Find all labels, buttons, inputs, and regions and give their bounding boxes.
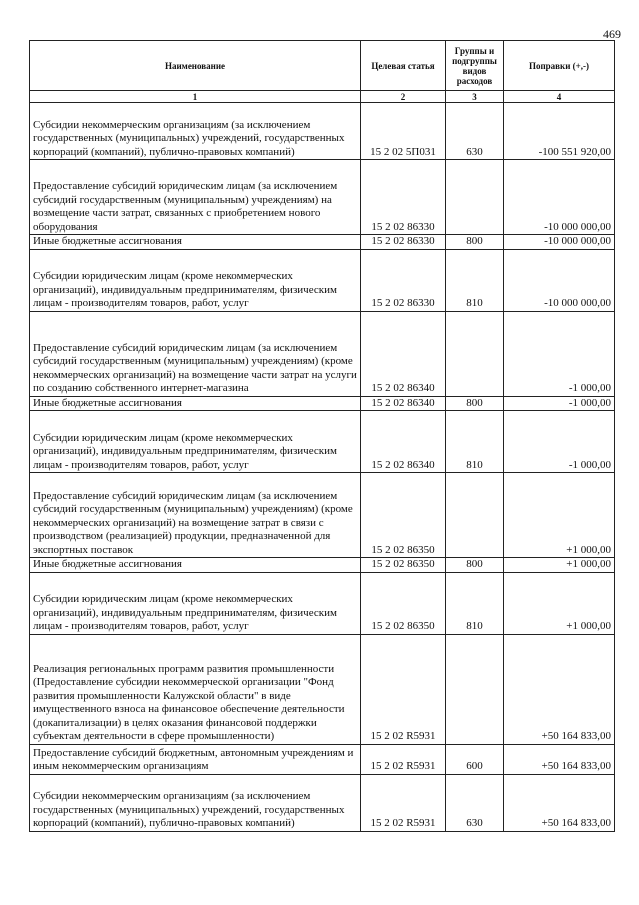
row-name: Субсидии некоммерческим организациям (за исключением государственных (муниципальных) учреждений, государственных корпораций (компаний), публично-правовых компаний) xyxy=(30,103,361,160)
row-group: 800 xyxy=(446,396,504,411)
table-row xyxy=(30,235,615,250)
row-amount: -10 000 000,00 xyxy=(504,249,615,311)
row-code: 15 2 02 86340 xyxy=(361,411,446,473)
row-name: Предоставление субсидий бюджетным, автономным учреждениям и иным некоммерческим организациям xyxy=(30,744,361,774)
row-amount: +1 000,00 xyxy=(504,558,615,573)
row-amount: +1 000,00 xyxy=(504,572,615,634)
row-code: 15 2 02 86350 xyxy=(361,558,446,573)
table-row xyxy=(30,103,615,160)
column-number-row xyxy=(30,91,615,103)
row-code: 15 2 02 86350 xyxy=(361,473,446,558)
row-group xyxy=(446,311,504,396)
table-row xyxy=(30,160,615,235)
row-amount: +50 164 833,00 xyxy=(504,774,615,831)
row-group: 810 xyxy=(446,249,504,311)
row-name: Иные бюджетные ассигнования xyxy=(30,558,361,573)
row-name: Иные бюджетные ассигнования xyxy=(30,235,361,250)
table-row xyxy=(30,473,615,558)
table-row xyxy=(30,572,615,634)
row-amount: -1 000,00 xyxy=(504,411,615,473)
row-group xyxy=(446,634,504,744)
header-amount: Поправки (+,-) xyxy=(504,41,615,91)
row-group: 810 xyxy=(446,411,504,473)
row-group: 800 xyxy=(446,235,504,250)
column-number: 3 xyxy=(446,91,504,103)
table-row xyxy=(30,558,615,573)
header-name: Наименование xyxy=(30,41,361,91)
row-name: Предоставление субсидий юридическим лицам (за исключением субсидий государственным (муниципальным) учреждениям) (кроме некоммерческих организаций) на возмещение затрат в связи с производством (реализацией) продукции, предназначенной для экспортных поставок xyxy=(30,473,361,558)
table-row xyxy=(30,774,615,831)
row-group: 800 xyxy=(446,558,504,573)
column-number: 1 xyxy=(30,91,361,103)
row-code: 15 2 02 R5931 xyxy=(361,634,446,744)
row-code: 15 2 02 R5931 xyxy=(361,774,446,831)
amendments-table xyxy=(29,40,615,832)
column-number: 4 xyxy=(504,91,615,103)
row-amount: -10 000 000,00 xyxy=(504,160,615,235)
header-code: Целевая статья xyxy=(361,41,446,91)
header-row xyxy=(30,41,615,91)
table-row xyxy=(30,249,615,311)
table-row xyxy=(30,411,615,473)
row-code: 15 2 02 86340 xyxy=(361,311,446,396)
row-group: 630 xyxy=(446,774,504,831)
row-name: Предоставление субсидий юридическим лицам (за исключением субсидий государственным (муниципальным) учреждениям) (кроме некоммерческих организаций) на возмещение части затрат на услуги по созданию собственного интернет-магазина xyxy=(30,311,361,396)
table-row xyxy=(30,634,615,744)
row-group xyxy=(446,473,504,558)
row-code: 15 2 02 86330 xyxy=(361,249,446,311)
row-name: Реализация региональных программ развития промышленности (Предоставление субсидии некоммерческой организации "Фонд развития промышленности Калужской области" в виде имущественного взноса на финансовое обеспечение деятельности (докапитализации) в целях оказания финансовой поддержки субъектам деятельности в сфере промышленности) xyxy=(30,634,361,744)
row-group: 630 xyxy=(446,103,504,160)
row-code: 15 2 02 86330 xyxy=(361,235,446,250)
row-code: 15 2 02 86330 xyxy=(361,160,446,235)
row-amount: -1 000,00 xyxy=(504,311,615,396)
row-code: 15 2 02 5П031 xyxy=(361,103,446,160)
row-code: 15 2 02 86340 xyxy=(361,396,446,411)
row-amount: -1 000,00 xyxy=(504,396,615,411)
row-name: Субсидии некоммерческим организациям (за исключением государственных (муниципальных) учреждений, государственных корпораций (компаний), публично-правовых компаний) xyxy=(30,774,361,831)
page-number: 469 xyxy=(603,27,621,41)
row-amount: -10 000 000,00 xyxy=(504,235,615,250)
table-row xyxy=(30,311,615,396)
row-name: Субсидии юридическим лицам (кроме некоммерческих организаций), индивидуальным предпринимателям, физическим лицам - производителям товаров, работ, услуг xyxy=(30,411,361,473)
row-name: Иные бюджетные ассигнования xyxy=(30,396,361,411)
row-name: Предоставление субсидий юридическим лицам (за исключением субсидий государственным (муниципальным) учреждениям) на возмещение части затрат, связанных с приобретением нового оборудования xyxy=(30,160,361,235)
row-amount: +1 000,00 xyxy=(504,473,615,558)
column-number: 2 xyxy=(361,91,446,103)
row-group xyxy=(446,160,504,235)
row-name: Субсидии юридическим лицам (кроме некоммерческих организаций), индивидуальным предпринимателям, физическим лицам - производителям товаров, работ, услуг xyxy=(30,572,361,634)
row-name: Субсидии юридическим лицам (кроме некоммерческих организаций), индивидуальным предпринимателям, физическим лицам - производителям товаров, работ, услуг xyxy=(30,249,361,311)
row-code: 15 2 02 R5931 xyxy=(361,744,446,774)
row-amount: +50 164 833,00 xyxy=(504,634,615,744)
row-group: 810 xyxy=(446,572,504,634)
header-group: Группы и подгруппы видов расходов xyxy=(446,41,504,91)
row-amount: -100 551 920,00 xyxy=(504,103,615,160)
row-amount: +50 164 833,00 xyxy=(504,744,615,774)
table-row xyxy=(30,396,615,411)
row-code: 15 2 02 86350 xyxy=(361,572,446,634)
row-group: 600 xyxy=(446,744,504,774)
table-row xyxy=(30,744,615,774)
